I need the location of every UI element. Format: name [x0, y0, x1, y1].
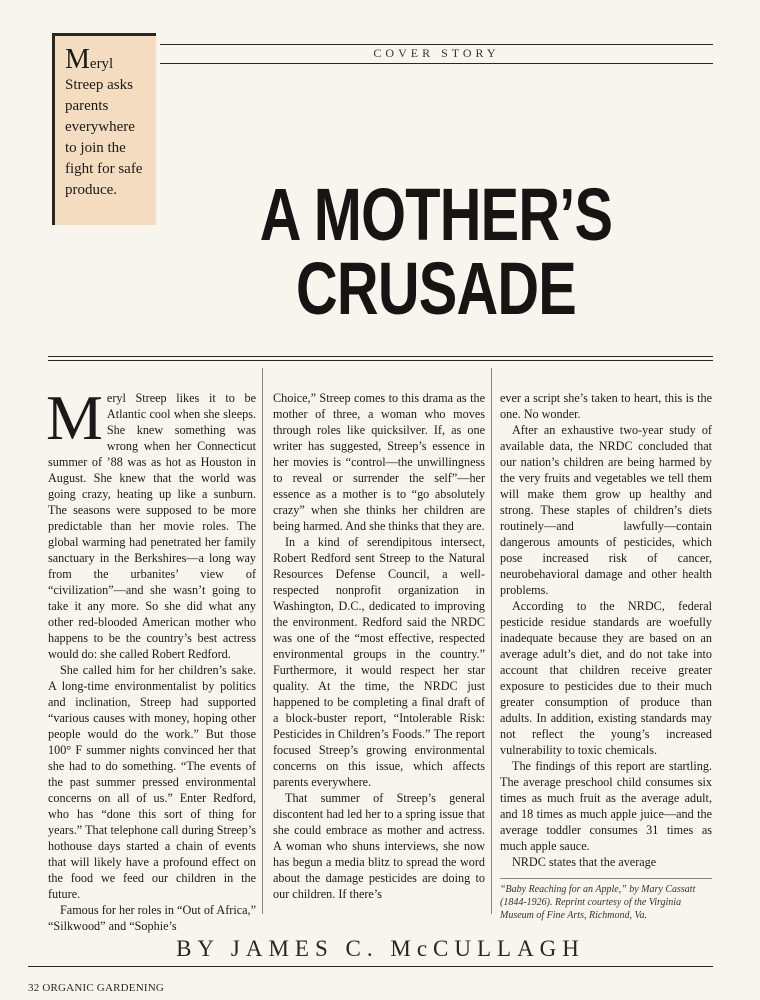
- headline-line-2: CRUSADE: [296, 247, 576, 330]
- article-paragraph: That summer of Streep’s general discontent had led her to a spring issue that she could embrace as mother and actress. A woman who shuns interviews, she now has begun a media blitz to spread the word about the damage pesticides are doing to our children. If there’s: [273, 791, 485, 901]
- article-paragraph: After an exhaustive two-year study of available data, the NRDC concluded that our nation’s children are being harmed by the very fruits and vegetables we tell them will make them grow up healthy and strong. These staples of children’s diets routinely—and lawfully—contain dangerous amounts of pesticides, which pose increased risk of cancer, neurobehavioral damage and other health problems.: [500, 423, 712, 597]
- image-caption: “Baby Reaching for an Apple,” by Mary Cassatt (1844-1926). Reprint courtesy of the Virginia Museum of Fine Arts, Richmond, Va.: [500, 878, 712, 922]
- headline-divider-2: [48, 360, 713, 361]
- sidebar-initial: M: [65, 44, 90, 75]
- article-column-2: [273, 390, 485, 902]
- sidebar-blurb: [52, 33, 156, 225]
- headline-divider: [48, 356, 713, 357]
- drop-cap: M: [46, 382, 103, 453]
- page-footer: 32 ORGANIC GARDENING: [28, 982, 164, 994]
- byline: BY JAMES C. McCULLAGH: [176, 936, 585, 961]
- article-paragraph: She called him for her children’s sake. A long-time environmentalist by politics and inclination, Streep had supported “various causes with money, hoping other people would do the work.” But those 100° F summer nights convinced her that she had to do something. “The events of the past summer pressed environmental concerns on all of us.” Enter Redford, who has “done this sort of thing for years.” That telephone call during Streep’s hothouse days started a chain of events that will likely have a profound effect on the food we feed our children in the future.: [48, 663, 256, 901]
- section-rule-bottom: [160, 63, 713, 64]
- article-paragraph: In a kind of serendipitous intersect, Robert Redford sent Streep to the Natural Resources Defense Council, a well-respected nonprofit organization in Washington, D.C., dedicated to improving the environment. Redford said the NRDC was one of the “most effective, respected environmental groups in the country.” Furthermore, it would respect her star quality. At the time, the NRDC just happened to be completing a final draft of a block-buster report, “Intolerable Risk: Pesticides in Children’s Foods.” The report focused Streep’s growing environmental concerns on this issue, which affects parents everywhere.: [273, 535, 485, 789]
- headline: [233, 173, 639, 330]
- headline-line-1: A MOTHER’S: [259, 173, 613, 256]
- article-paragraph: ever a script she’s taken to heart, this is the one. No wonder.: [500, 391, 712, 421]
- article-paragraph: NRDC states that the average: [512, 855, 657, 869]
- article-paragraph: The findings of this report are startling. The average preschool child consumes six times as much fruit as the average adult, and 18 times as much apple juice—and the average toddler consumes 31 times as much apple sauce.: [500, 759, 712, 853]
- column-divider: [262, 368, 263, 914]
- article-paragraph: Famous for her roles in “Out of Africa,” “Silkwood” and “Sophie’s: [48, 903, 256, 933]
- column-divider: [491, 368, 492, 914]
- article-column-1: [46, 382, 256, 933]
- footer-rule: [28, 966, 713, 967]
- article-paragraph: [46, 382, 256, 662]
- sidebar-text: eryl Streep asks parents everywhere to join the fight for safe produce.: [65, 56, 143, 198]
- paragraph-text: eryl Streep likes it to be Atlantic cool when she sleeps. She knew something was wrong when her Connecticut summer of ’88 was as hot as Houston in August. She knew that the world was going crazy, heating up like a sunburn. The seasons were supposed to be more predictable than her movie roles. The global warming had penetrated her family sanctuary in the Berkshires—a long way from the urbanites’ view of “civilization”—and she wasn’t going to take it any more. So she did what any other red-blooded American mother who happens to be the country’s best actress would do: she called Robert Redford.: [48, 391, 256, 661]
- section-rule-top: [160, 44, 713, 45]
- article-column-3: [500, 390, 712, 870]
- article-paragraph: Choice,” Streep comes to this drama as the mother of three, a woman who moves through roles like quicksilver. If, as one writer has suggested, Streep’s essence in her movies is “control—the unwillingness to reveal or surrender the self”—her essence as a mother is to “go absolutely crazy” when she thinks her children are being harmed. And she thinks that they are.: [273, 391, 485, 533]
- section-label: COVER STORY: [373, 46, 500, 60]
- article-paragraph: According to the NRDC, federal pesticide residue standards are woefully inadequate because they are based on an average adult’s diet, and do not take into account that children receive greater exposure to pesticides due to their much greater consumption of produce than adults. In addition, existing standards may not reflect the young’s increased vulnerability to toxic chemicals.: [500, 599, 712, 757]
